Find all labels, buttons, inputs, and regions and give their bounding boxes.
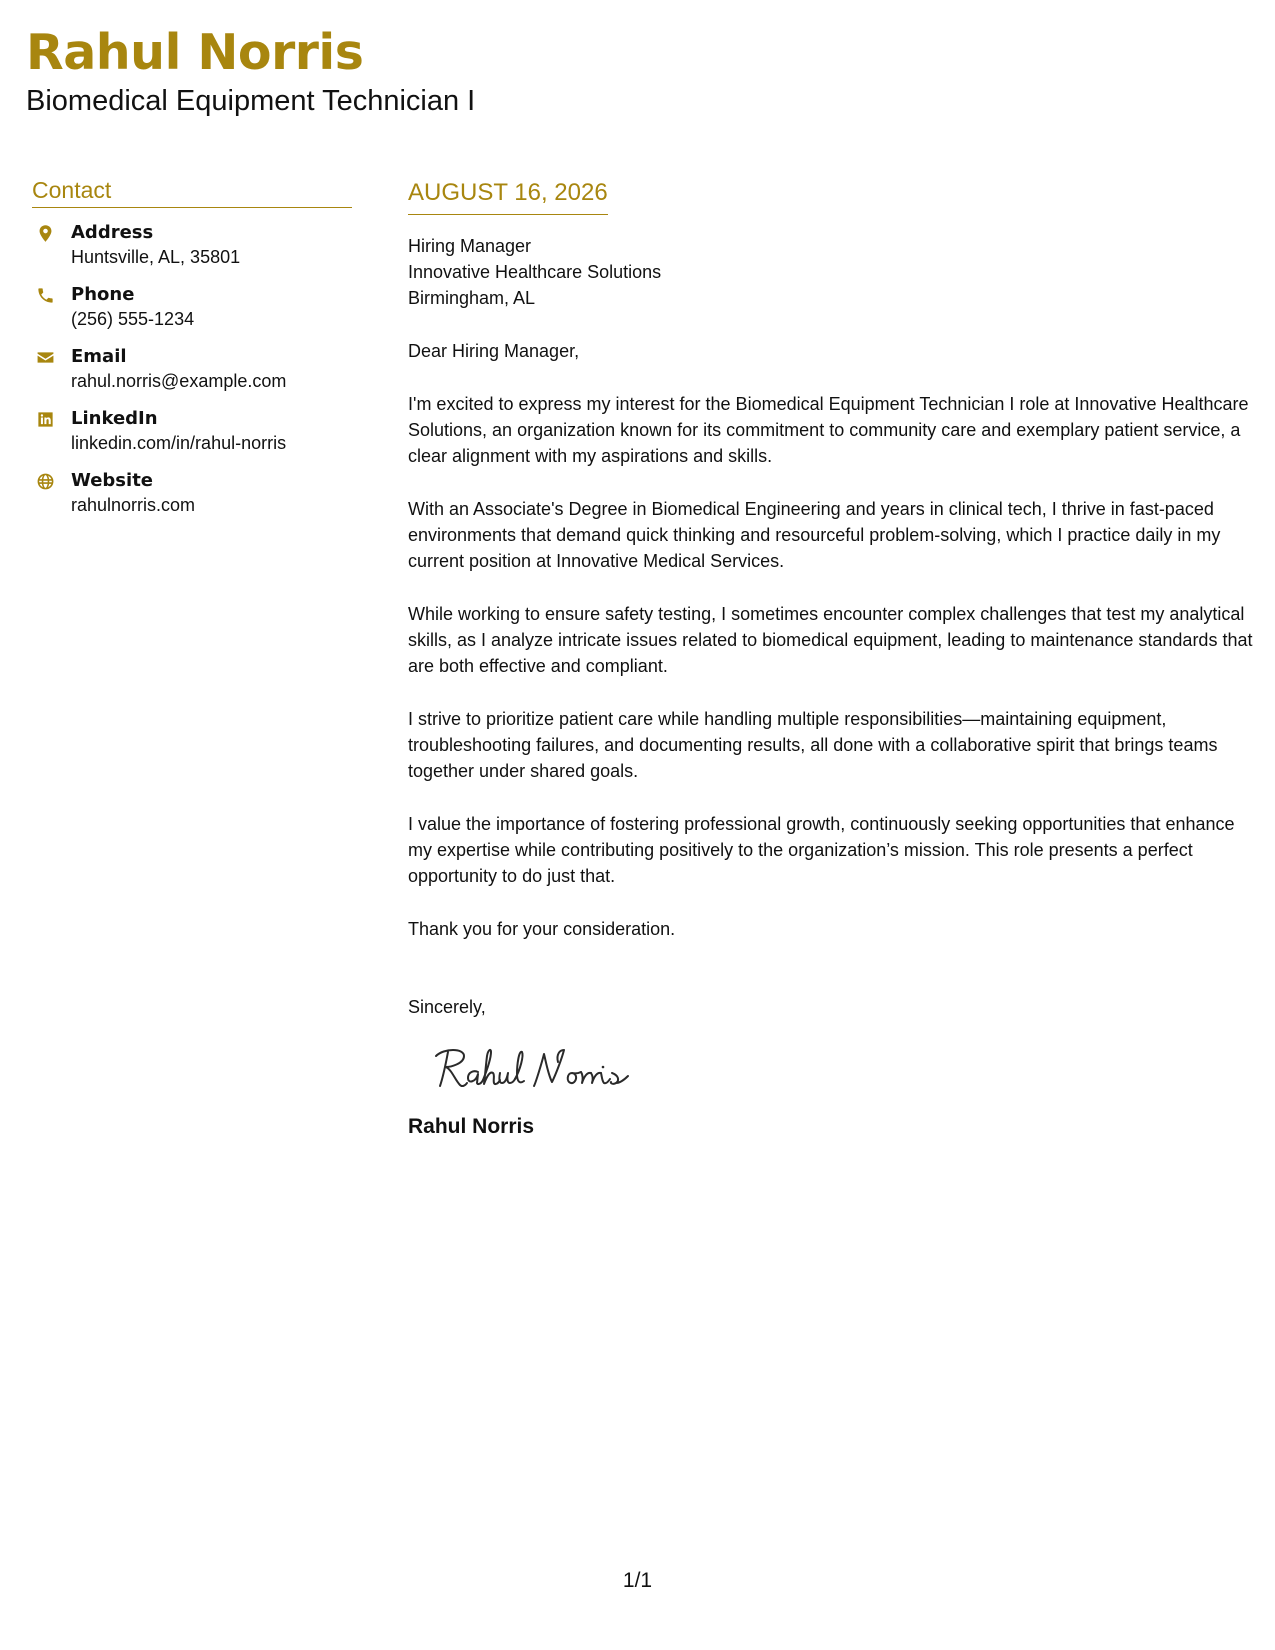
contact-value: rahulnorris.com bbox=[71, 495, 196, 515]
contact-label: LinkedIn bbox=[71, 408, 158, 429]
letter-paragraph: I strive to prioritize patient care while handling multiple responsibilities—maintaining equipment, troubleshooting failures, and documenting results, all done with a collaborative spirit that brings teams together under shared goals. bbox=[408, 709, 1218, 781]
sign-off: Sincerely, bbox=[408, 997, 486, 1017]
letter-paragraph: I'm excited to express my interest for the Biomedical Equipment Technician I role at Innovative Healthcare Solutions, an organization known for its commitment to community care and exemplary patient service, a clear alignment with my aspirations and skills. bbox=[408, 394, 1249, 466]
linkedin-icon bbox=[35, 409, 55, 429]
contact-value: (256) 555-1234 bbox=[71, 309, 195, 329]
contact-value: Huntsville, AL, 35801 bbox=[71, 247, 241, 267]
phone-icon bbox=[35, 285, 55, 305]
contact-label: Address bbox=[71, 222, 154, 243]
recipient-company: Innovative Healthcare Solutions bbox=[408, 262, 662, 282]
contact-item-website bbox=[32, 469, 352, 518]
letter-paragraph: With an Associate's Degree in Biomedical Engineering and years in clinical tech, I thrive in fast-paced environments that demand quick thinking and resourceful problem-solving, which I practice daily in my current position at Innovative Medical Services. bbox=[408, 499, 1221, 571]
signature-image bbox=[430, 1040, 660, 1096]
letter-date: AUGUST 16, 2026 bbox=[408, 178, 608, 215]
globe-icon bbox=[35, 471, 55, 491]
contact-heading: Contact bbox=[32, 176, 352, 208]
letter-paragraph: I value the importance of fostering professional growth, continuously seeking opportunities that enhance my expertise while contributing positively to the organization’s mission. This role presents a perfect opportunity to do just that. bbox=[408, 814, 1235, 886]
closing-text: Thank you for your consideration. bbox=[408, 919, 676, 939]
job-title: Biomedical Equipment Technician I bbox=[26, 85, 476, 117]
contact-value: linkedin.com/in/rahul-norris bbox=[71, 433, 287, 453]
applicant-name: Rahul Norris bbox=[26, 24, 364, 81]
contact-sidebar bbox=[32, 176, 352, 518]
salutation: Dear Hiring Manager, bbox=[408, 341, 580, 361]
contact-label: Phone bbox=[71, 284, 135, 305]
contact-label: Website bbox=[71, 470, 154, 491]
recipient-block bbox=[408, 233, 1253, 311]
contact-item-phone bbox=[32, 283, 352, 332]
map-pin-icon bbox=[35, 223, 55, 243]
letter-body bbox=[408, 178, 1253, 1140]
envelope-icon bbox=[35, 347, 55, 367]
signer-name: Rahul Norris bbox=[408, 1115, 535, 1138]
contact-item-linkedin bbox=[32, 407, 352, 456]
recipient-name: Hiring Manager bbox=[408, 236, 532, 256]
letter-paragraph: While working to ensure safety testing, I sometimes encounter complex challenges that test my analytical skills, as I analyze intricate issues related to biomedical equipment, leading to maintenance standards that are both effective and compliant. bbox=[408, 604, 1253, 676]
contact-item-address bbox=[32, 221, 352, 270]
page-number: 1/1 bbox=[622, 1569, 653, 1592]
contact-label: Email bbox=[71, 346, 127, 367]
recipient-location: Birmingham, AL bbox=[408, 288, 536, 308]
contact-item-email bbox=[32, 345, 352, 394]
contact-value: rahul.norris@example.com bbox=[71, 371, 287, 391]
